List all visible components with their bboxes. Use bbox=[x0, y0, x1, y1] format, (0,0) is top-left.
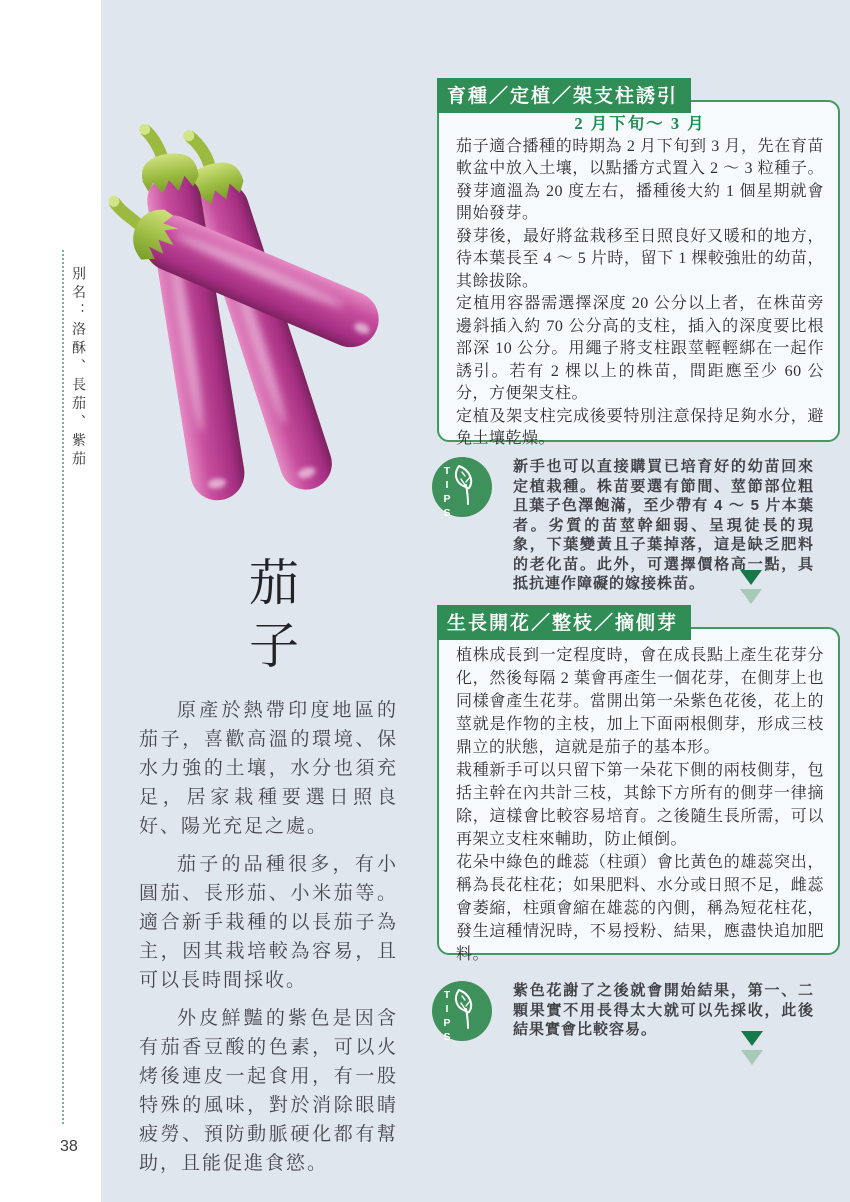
section-paragraph: 花朵中綠色的雌蕊（柱頭）會比黃色的雄蕊突出，稱為長花柱花；如果肥料、水分或日照不足，雌蕊會萎縮，柱頭會縮在雄蕊的內側，稱為短花柱花，發生這種情況時，不易授粉、結果，應盡快追加肥料。 bbox=[456, 854, 824, 963]
section-header: 育種／定植／架支柱誘引 bbox=[437, 78, 691, 113]
section-body bbox=[439, 102, 838, 459]
intro-paragraph: 原產於熱帶印度地區的茄子，喜歡高溫的環境、保水力強的土壤，水分也須充足，居家栽種要選日照良好、陽光充足之處。 bbox=[139, 700, 398, 837]
section-box-sowing bbox=[437, 86, 840, 447]
section-header: 生長開花／整枝／摘側芽 bbox=[437, 605, 691, 640]
intro-text bbox=[139, 696, 398, 1187]
section-marker bbox=[741, 1031, 763, 1065]
section-marker bbox=[740, 570, 762, 604]
triangle-down-icon bbox=[741, 1050, 763, 1065]
page-title: 茄子 bbox=[242, 556, 298, 682]
section-paragraph: 植株成長到一定程度時，會在成長點上產生花芽分化，然後每隔 2 葉會再產生一個花芽，在側芽上也同樣會產生花芽。當開出第一朵紫色花後，花上的莖就是作物的主枝，加上下面兩根側芽，形成三枝鼎立的狀態，這就是茄子的基本形。 bbox=[456, 647, 824, 756]
section-box-growth bbox=[437, 613, 840, 963]
intro-paragraph: 茄子的品種很多，有小圓茄、長形茄、小米茄等。適合新手栽種的以長茄子為主，因其栽培較為容易，且可以長時間採收。 bbox=[139, 854, 398, 991]
tips-text: 新手也可以直接購買已培育好的幼苗回來定植栽種。株苗要選有節間、莖節部位粗且葉子色澤飽滿，至少帶有 4 ～ 5 片本葉者。劣質的苗莖幹細弱、呈現徒長的現象，下葉變黃且子葉掉落，這是缺乏肥料的老化苗。此外，可選擇價格高一點，具抵抗連作障礙的嫁接株苗。 bbox=[513, 458, 814, 592]
section-body bbox=[439, 629, 838, 974]
section-paragraph: 發芽後，最好將盆栽移至日照良好又暖和的地方，待本葉長至 4 ～ 5 片時，留下 1 棵較強壯的幼苗，其餘拔除。 bbox=[456, 227, 824, 290]
page-number: 38 bbox=[60, 1138, 78, 1155]
section-paragraph: 定植及架支柱完成後要特別注意保持足夠水分，避免土壤乾燥。 bbox=[456, 407, 824, 447]
triangle-down-icon bbox=[740, 589, 762, 604]
section-paragraph: 栽種新手可以只留下第一朵花下側的兩枝側芽，包括主幹在內共計三枝，其餘下方所有的側芽一律摘除，這樣會比較容易培育。之後隨生長所需，可以再架立支柱來輔助，防止傾倒。 bbox=[456, 762, 824, 848]
triangle-down-icon bbox=[741, 1031, 763, 1046]
section-paragraph: 茄子適合播種的時期為 2 月下旬到 3 月，先在育苗軟盆中放入土壤，以點播方式置入 2 ～ 3 粒種子。發芽適溫為 20 度左右，播種後大約 1 個星期就會開始發芽。 bbox=[456, 137, 824, 222]
section-paragraph: 定植用容器需選擇深度 20 公分以上者，在株苗旁邊斜插入約 70 公分高的支柱，插入的深度要比根部深 10 公分。用繩子將支柱跟莖輕輕綁在一起作誘引。若有 2 棵以上的株苗，間距應至少 60 公分，方便架支柱。 bbox=[456, 295, 824, 402]
triangle-down-icon bbox=[740, 570, 762, 585]
tips-badge-label: TIPS bbox=[441, 465, 453, 521]
season-subtitle: 2 月下旬～ 3 月 bbox=[574, 114, 706, 133]
side-dotted-rule bbox=[62, 250, 64, 1124]
eggplant-illustration bbox=[95, 102, 395, 537]
tips-text: 紫色花謝了之後就會開始結果，第一、二顆果實不用長得太大就可以先採收，此後結果實會比較容易。 bbox=[513, 982, 814, 1038]
tips-badge bbox=[432, 457, 492, 521]
intro-paragraph: 外皮鮮豔的紫色是因含有茄香豆酸的色素，可以火烤後連皮一起食用，有一股特殊的風味，對於消除眼睛疲勞、預防動脈硬化都有幫助，且能促進食慾。 bbox=[139, 1008, 398, 1174]
tips-badge-label: TIPS bbox=[441, 989, 453, 1045]
alternate-names-label: 別名：洛酥、長茄、紫茄 bbox=[70, 266, 85, 470]
tips-badge bbox=[432, 981, 492, 1045]
